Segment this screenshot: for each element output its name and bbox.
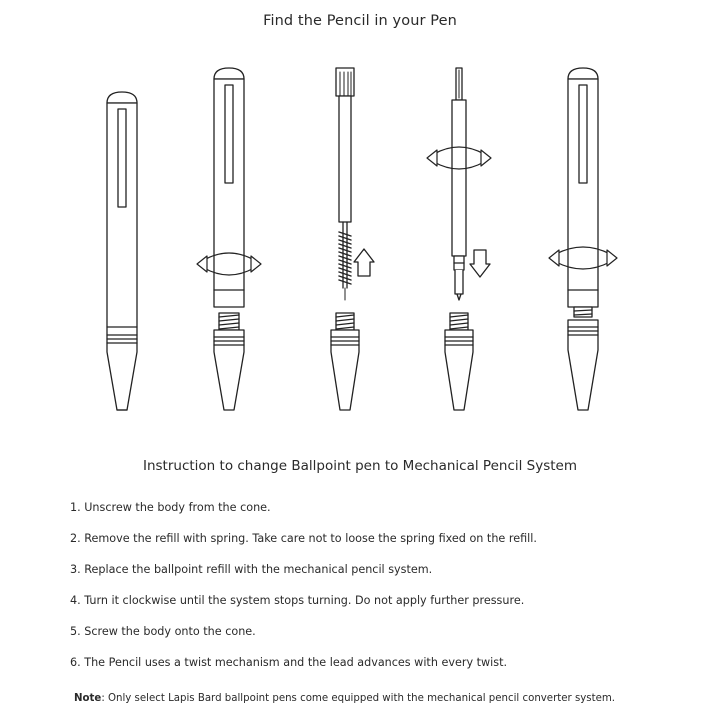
note-label: Note [74, 693, 102, 704]
step-3: 3. Replace the ballpoint refill with the mechanical pencil system. [70, 563, 433, 576]
step-2: 2. Remove the refill with spring. Take care not to loose the spring fixed on the refill. [70, 532, 537, 545]
up-arrow-icon [354, 249, 374, 276]
step-1: 1. Unscrew the body from the cone. [70, 501, 271, 514]
note [74, 693, 615, 704]
down-arrow-icon [470, 250, 490, 277]
note-text: : Only select Lapis Bard ballpoint pens come equipped with the mechanical pencil converter system. [101, 693, 616, 704]
figure-mechanical-pencil-system [427, 68, 491, 410]
figure-pen-body-unscrewed [197, 68, 261, 410]
step-6: 6. The Pencil uses a twist mechanism and the lead advances with every twist. [70, 656, 508, 669]
step-4: 4. Turn it clockwise until the system stops turning. Do not apply further pressure. [70, 594, 525, 607]
instructions-heading: Instruction to change Ballpoint pen to Mechanical Pencil System [142, 458, 577, 474]
step-5: 5. Screw the body onto the cone. [70, 625, 256, 638]
spring-icon [339, 232, 351, 284]
figure-pen-body-screwed-on [549, 68, 617, 410]
instruction-steps [70, 501, 710, 687]
figure-assembled-pen [107, 92, 137, 410]
page-title: Find the Pencil in your Pen [263, 13, 457, 29]
pen-instruction-diagram [0, 55, 720, 425]
figure-refill-with-spring [331, 68, 374, 410]
